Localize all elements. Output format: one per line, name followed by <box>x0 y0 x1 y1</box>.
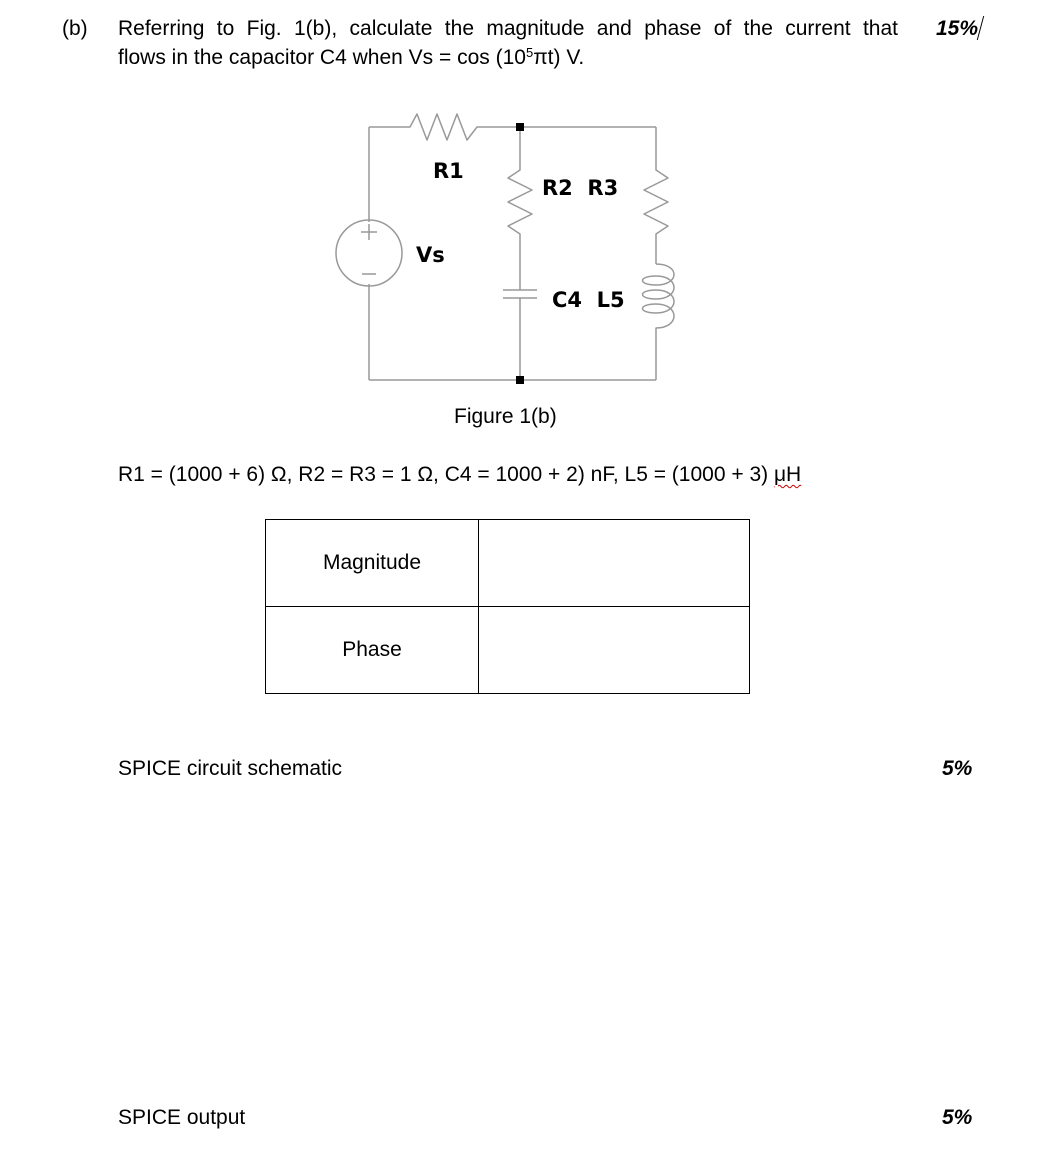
phase-label-cell: Phase <box>266 607 479 694</box>
r1-resistor-symbol <box>369 114 656 140</box>
unit-microhenry: μH <box>773 463 802 486</box>
circuit-diagram <box>320 100 680 395</box>
answer-table <box>265 519 750 694</box>
question-text-line1: Referring to Fig. 1(b), calculate the magnitude and phase of the current that <box>118 17 898 40</box>
magnitude-value-cell[interactable] <box>479 520 750 607</box>
question-text-line2-pre: flows in the capacitor C4 when Vs = cos (10 <box>118 46 526 69</box>
vs-label: Vs <box>416 243 445 267</box>
question-marks-value: 15% <box>936 17 979 40</box>
r2-r3-label: R2 R3 <box>542 176 619 200</box>
component-values <box>118 460 801 489</box>
r2-resistor-symbol <box>508 127 532 290</box>
c4-capacitor-symbol <box>503 290 537 298</box>
r1-label: R1 <box>433 159 464 183</box>
spice-output-marks: 5% <box>942 1106 973 1129</box>
question-marks <box>936 14 981 43</box>
top-node-marker <box>516 123 524 131</box>
question-text-line2-post: πt) V. <box>533 46 585 69</box>
spice-schematic-label: SPICE circuit schematic <box>118 757 343 780</box>
magnitude-label-cell: Magnitude <box>266 520 479 607</box>
table-row <box>266 520 750 607</box>
component-values-text: R1 = (1000 + 6) Ω, R2 = R3 = 1 Ω, C4 = 1000 + 2) nF, L5 = (1000 + 3) <box>118 463 774 486</box>
question-text-line2 <box>118 43 584 72</box>
l5-inductor-symbol <box>643 264 675 380</box>
r3-resistor-symbol <box>644 127 668 264</box>
question-label: (b) <box>62 17 88 40</box>
spice-output-label: SPICE output <box>118 1106 246 1129</box>
exponent: 5 <box>525 45 534 60</box>
figure-caption: Figure 1(b) <box>454 405 557 428</box>
spice-schematic-marks: 5% <box>942 757 973 780</box>
bottom-node-marker <box>516 376 524 384</box>
phase-value-cell[interactable] <box>479 607 750 694</box>
source-plus-sign <box>361 224 377 240</box>
c4-l5-label: C4 L5 <box>552 288 625 312</box>
table-row <box>266 607 750 694</box>
